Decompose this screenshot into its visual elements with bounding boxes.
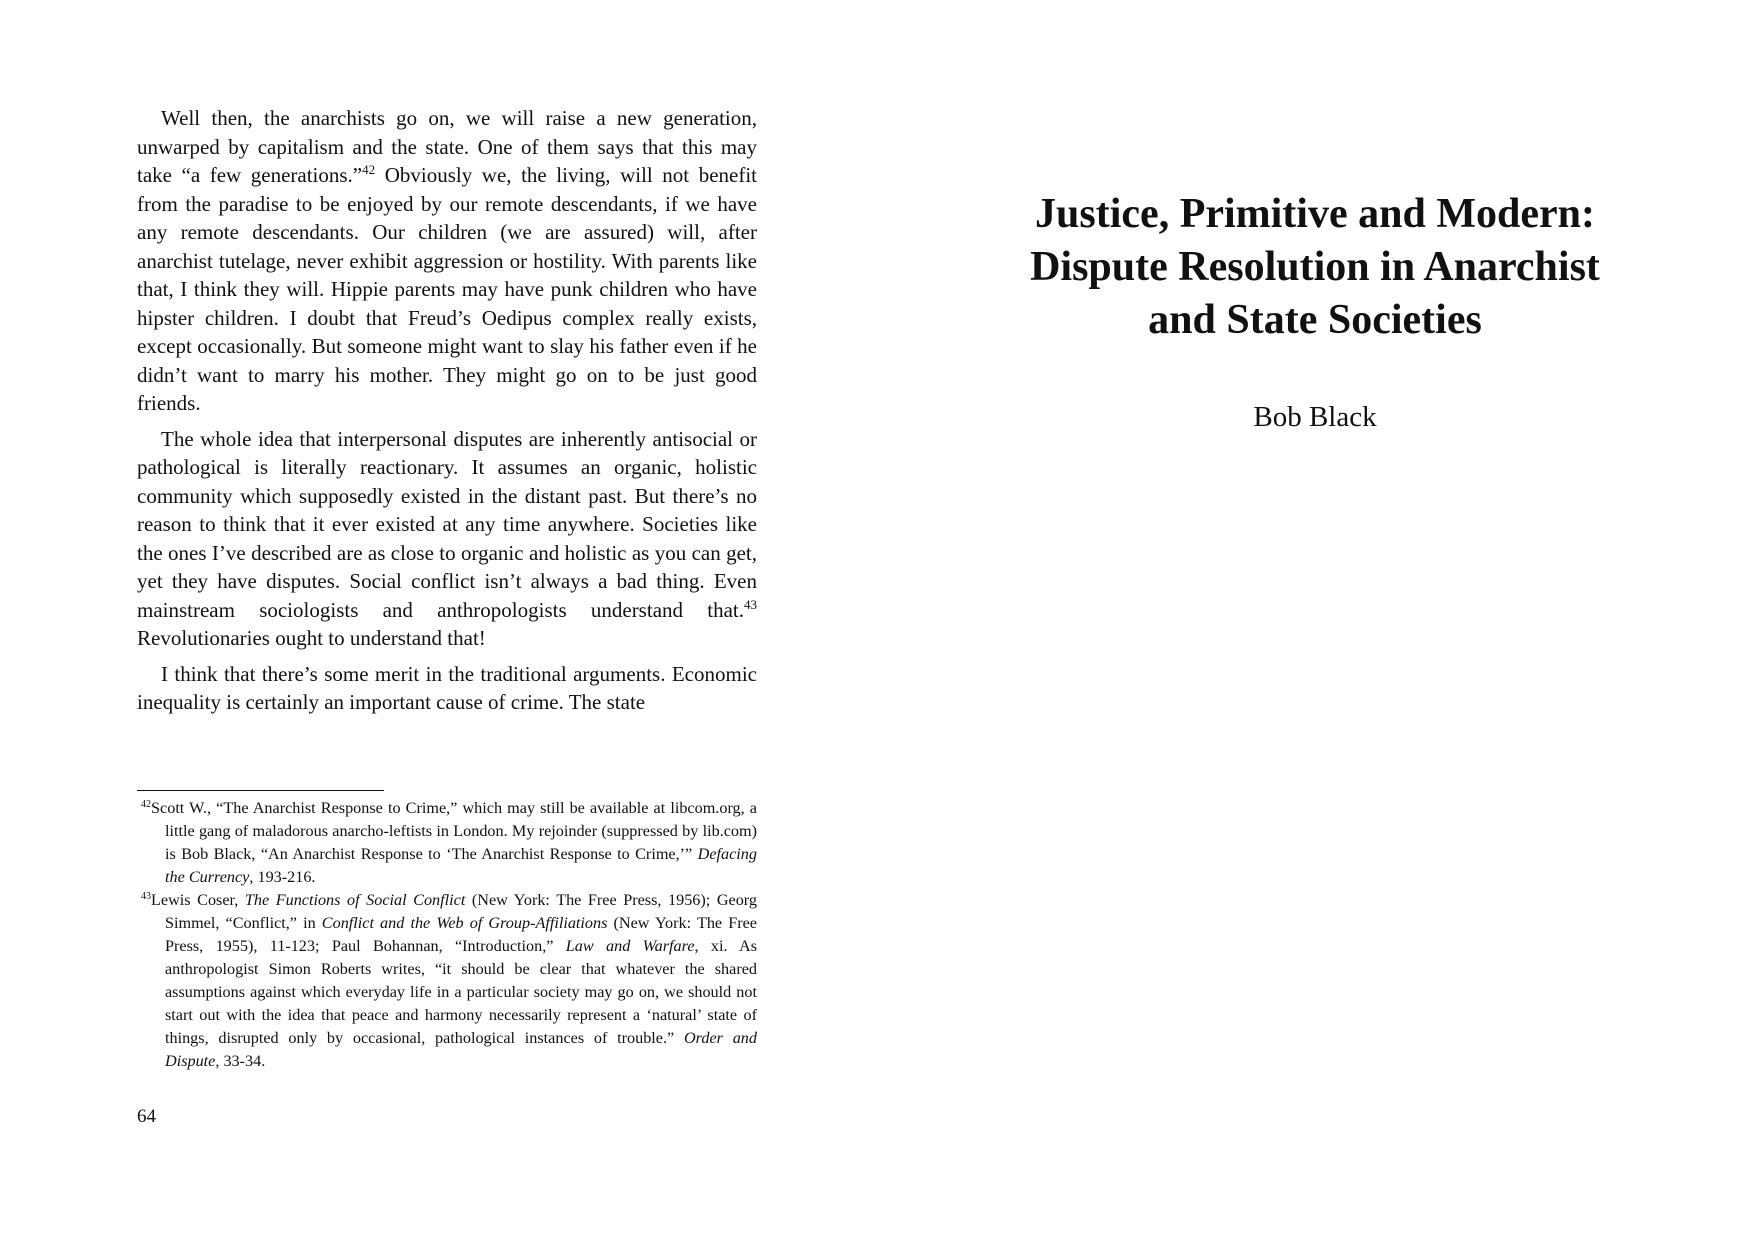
footnote-number: 43	[141, 890, 152, 902]
paragraph-text: Obviously we, the living, will not benefit from the paradise to be enjoyed by our remote descendants, if we have any remote descendants. Our children (we are assured) will, after anarchist tutelage, never exhibit aggression or hostility. With parents like that, I think they will. Hippie parents may have punk children who have hipster children. I doubt that Freud’s Oedipus complex really exists, except occasionally. But someone might want to slay his father even if he didn’t want to marry his mother. They might go on to be just good friends.	[137, 163, 757, 415]
paragraph-text: Revolutionaries ought to understand that!	[137, 626, 486, 650]
footnote-title: The Functions of Social Conflict	[244, 891, 466, 909]
page-number: 64	[137, 1106, 156, 1127]
book-title	[990, 188, 1640, 347]
footnote	[137, 889, 757, 1073]
footnote-divider	[137, 790, 384, 791]
footnote-title: Law and Warfare	[565, 937, 695, 955]
paragraph	[137, 104, 757, 418]
footnote-text: Lewis Coser,	[151, 891, 245, 909]
title-page	[990, 188, 1640, 435]
footnotes	[137, 797, 757, 1073]
paragraph-text: The whole idea that interpersonal disputes are inherently antisocial or pathological is literally reactionary. It assumes an organic, holistic community which supposedly existed in the distant past. But there’s no reason to think that it ever existed at any time anywhere. Societies like the ones I’ve described are as close to organic and holistic as you can get, yet they have disputes. Social conflict isn’t always a bad thing. Even mainstream sociologists and anthropologists understand that.	[137, 426, 757, 622]
footnote-text: Scott W., “The Anarchist Response to Crime,” which may still be available at libcom.org, a little gang of maladorous anarcho-leftists in London. My rejoinder (suppressed by lib.com) is Bob Black, “An Anarchist Response to ‘The Anarchist Response to Crime,’”	[151, 799, 757, 863]
footnote-title: Order and Dispute	[165, 1029, 757, 1070]
footnote-ref[interactable]: 42	[362, 162, 376, 177]
paragraph	[137, 660, 757, 717]
book-title-line: and State Societies	[1148, 297, 1482, 343]
footnote-number: 42	[141, 798, 152, 810]
paragraph	[137, 425, 757, 653]
footnote-title: Conflict and the Web of Group-Affiliations	[321, 914, 608, 932]
footnote-title: Defacing the Currency	[165, 845, 757, 886]
footnote-text: , xi. As anthropologist Simon Roberts writes, “it should be clear that whatever the shared assumptions against which everyday life in a particular society may go on, we should not start out with the idea that peace and harmony necessarily represent a ‘natural’ state of things, disrupted only by occasional, pathological instances of trouble.”	[165, 937, 757, 1047]
book-title-line: Justice, Primitive and Modern:	[1035, 191, 1595, 237]
paragraph-text: Well then, the anarchists go on, we will raise a new generation, unwarped by capitalism and the state. One of them says that this may take “a few generations.”	[137, 106, 757, 187]
footnote-text: , 193-216.	[249, 868, 316, 886]
footnote-text: (New York: The Free Press, 1955), 11-123; Paul Bohannan, “Introduction,”	[165, 914, 757, 955]
footnote-text: (New York: The Free Press, 1956); Georg Simmel, “Conflict,” in	[165, 891, 757, 932]
footnote-ref[interactable]: 43	[743, 596, 757, 612]
footnote-text: , 33-34.	[215, 1052, 266, 1070]
footnote	[137, 797, 757, 889]
paragraph-text: I think that there’s some merit in the traditional arguments. Economic inequality is certainly an important cause of crime. The state	[137, 661, 757, 714]
book-author: Bob Black	[1253, 401, 1377, 433]
book-title-line: Dispute Resolution in Anarchist	[1030, 244, 1600, 290]
left-page-body	[137, 104, 757, 724]
